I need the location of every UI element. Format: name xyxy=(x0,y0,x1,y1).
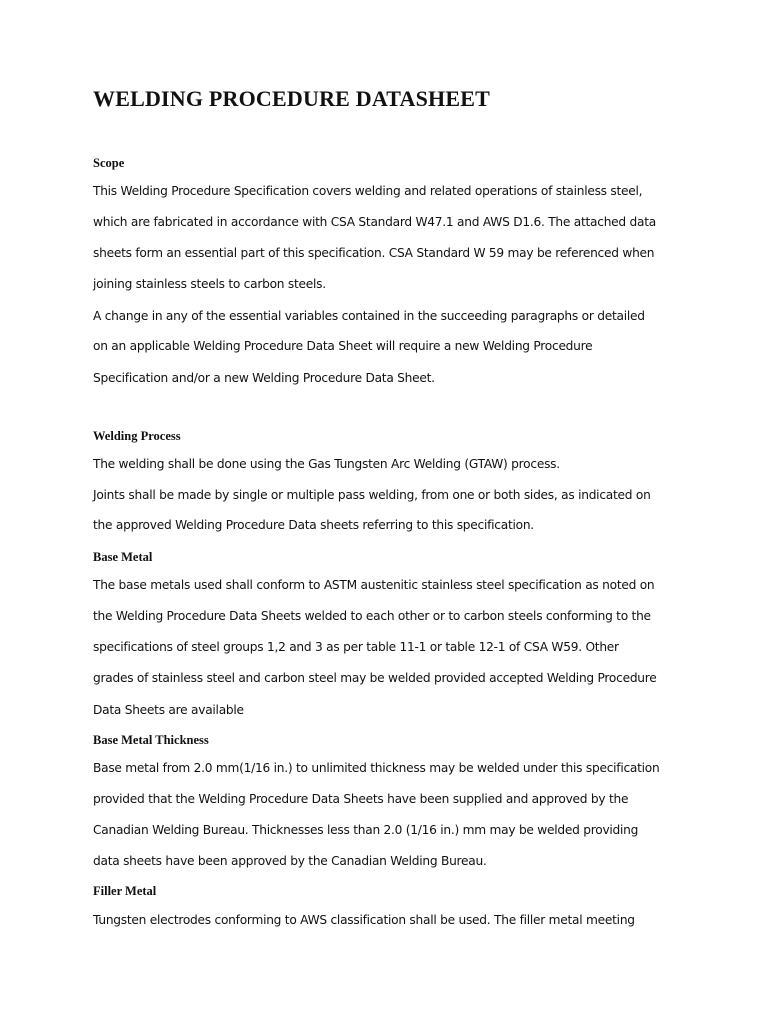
base-metal-text-line: specifications of steel groups 1,2 and 3 as per table 11-1 or table 12-1 of CSA W59. Other xyxy=(93,640,619,654)
scope-text-line: sheets form an essential part of this specification. CSA Standard W 59 may be referenced when xyxy=(93,246,655,260)
base-metal-text-line: the Welding Procedure Data Sheets welded to each other or to carbon steels conforming to the xyxy=(93,609,651,623)
document-title: WELDING PROCEDURE DATASHEET xyxy=(93,86,490,111)
base-metal-thickness-text-line: Canadian Welding Bureau. Thicknesses less than 2.0 (1/16 in.) mm may be welded providing xyxy=(93,823,639,837)
scope-text-line: which are fabricated in accordance with CSA Standard W47.1 and AWS D1.6. The attached data xyxy=(93,215,656,229)
scope-text-line: joining stainless steels to carbon steels. xyxy=(93,277,326,291)
base-metal-text-line: The base metals used shall conform to ASTM austenitic stainless steel specification as noted on xyxy=(93,578,655,592)
welding-process-text-line: Joints shall be made by single or multiple pass welding, from one or both sides, as indicated on xyxy=(93,488,651,502)
base-metal-text-line: Data Sheets are available xyxy=(93,703,244,717)
scope-text-line: A change in any of the essential variables contained in the succeeding paragraphs or detailed xyxy=(93,309,645,323)
welding-process-text-line: The welding shall be done using the Gas Tungsten Arc Welding (GTAW) process. xyxy=(93,457,560,471)
section-heading-base-metal-thickness: Base Metal Thickness xyxy=(93,733,209,747)
scope-text-line: on an applicable Welding Procedure Data Sheet will require a new Welding Procedure xyxy=(93,339,593,353)
section-heading-filler-metal: Filler Metal xyxy=(93,884,157,898)
filler-metal-text-line: Tungsten electrodes conforming to AWS classification shall be used. The filler metal meeting xyxy=(93,913,635,927)
base-metal-thickness-text-line: data sheets have been approved by the Canadian Welding Bureau. xyxy=(93,854,487,868)
section-heading-base-metal: Base Metal xyxy=(93,550,153,564)
scope-text-line: Specification and/or a new Welding Procedure Data Sheet. xyxy=(93,371,435,385)
base-metal-thickness-text-line: provided that the Welding Procedure Data Sheets have been supplied and approved by the xyxy=(93,792,629,806)
section-heading-scope: Scope xyxy=(93,156,125,170)
section-heading-welding-process: Welding Process xyxy=(93,429,181,443)
scope-text-line: This Welding Procedure Specification covers welding and related operations of stainless steel, xyxy=(93,184,643,198)
base-metal-text-line: grades of stainless steel and carbon steel may be welded provided accepted Welding Procedure xyxy=(93,671,657,685)
base-metal-thickness-text-line: Base metal from 2.0 mm(1/16 in.) to unlimited thickness may be welded under this specification xyxy=(93,761,660,775)
welding-process-text-line: the approved Welding Procedure Data sheets referring to this specification. xyxy=(93,518,534,532)
